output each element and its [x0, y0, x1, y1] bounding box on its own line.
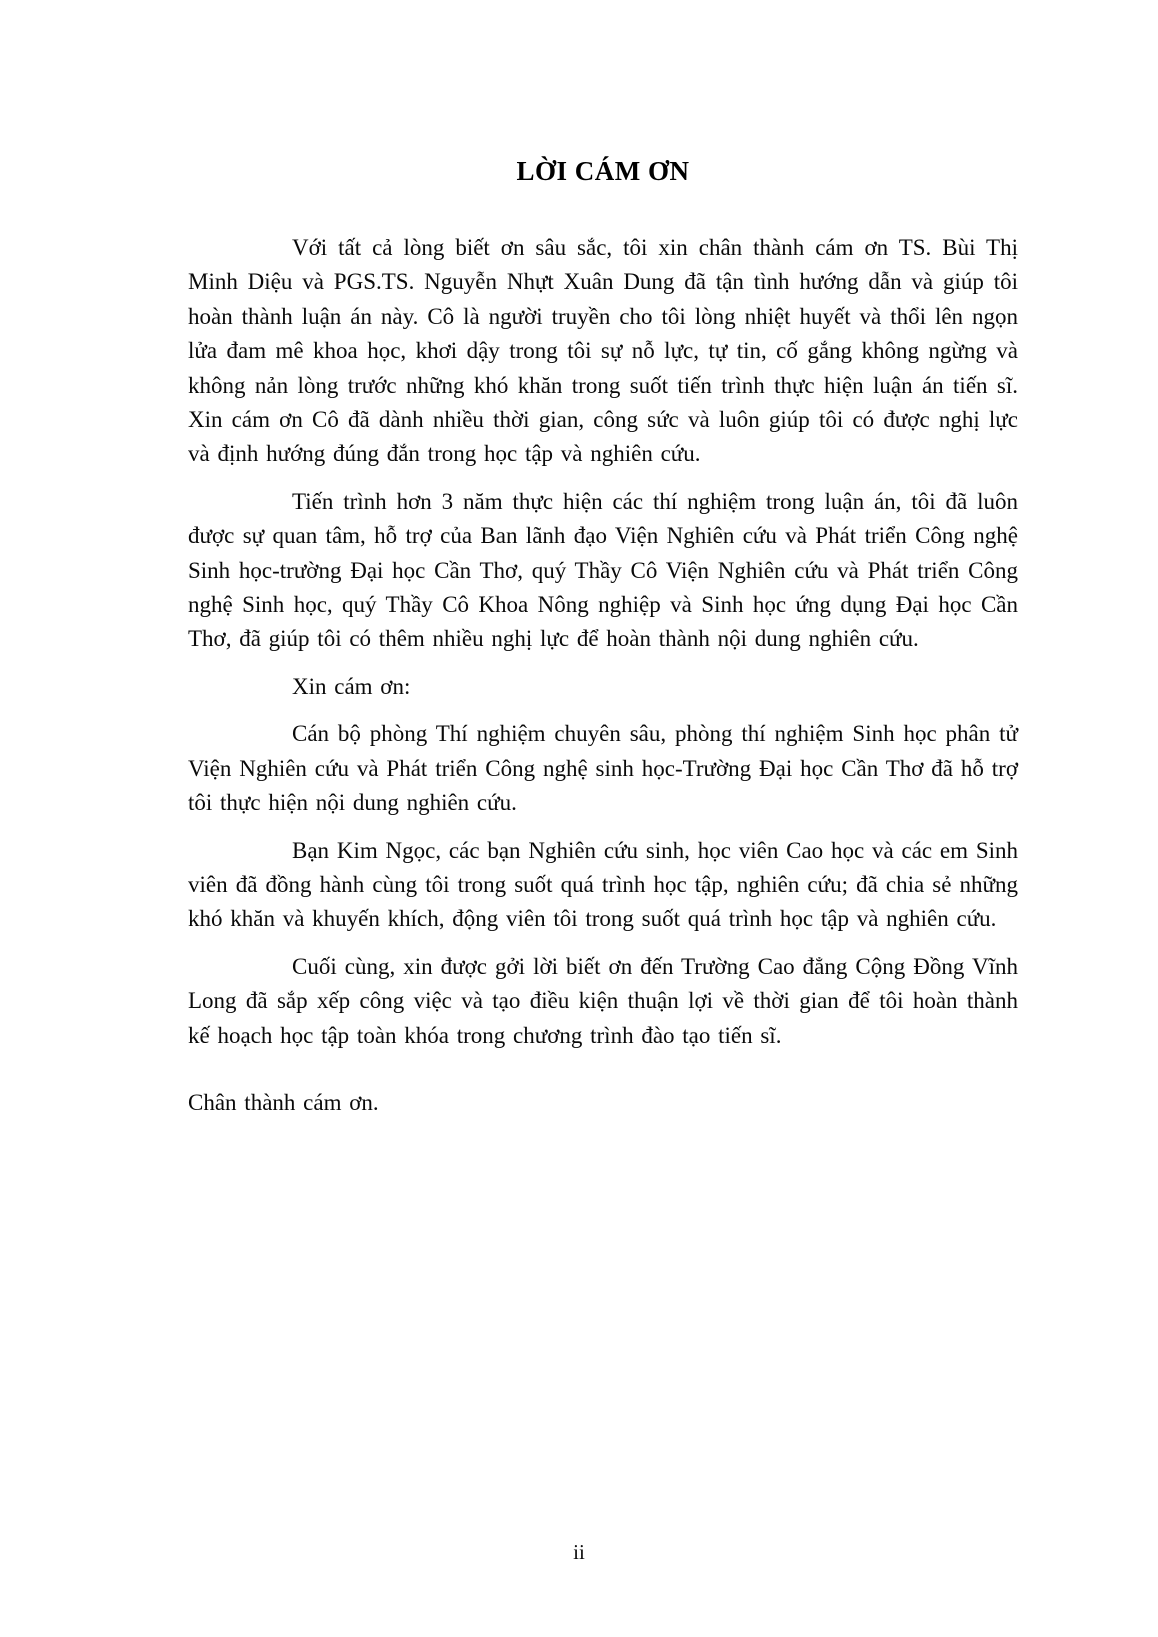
- paragraph-acknowledge-institute: Tiến trình hơn 3 năm thực hiện các thí nghiệm trong luận án, tôi đã luôn được sự quan tâm, hỗ trợ của Ban lãnh đạo Viện Nghiên cứu và Phát triển Công nghệ Sinh học-trường Đại học Cần Thơ, quý Thầy Cô Viện Nghiên cứu và Phát triển Công nghệ Sinh học, quý Thầy Cô Khoa Nông nghiệp và Sinh học ứng dụng Đại học Cần Thơ, đã giúp tôi có thêm nhiều nghị lực để hoàn thành nội dung nghiên cứu.: [188, 488, 1018, 652]
- paragraph-acknowledge-supervisors: Với tất cả lòng biết ơn sâu sắc, tôi xin chân thành cám ơn TS. Bùi Thị Minh Diệu và PGS.TS. Nguyễn Nhựt Xuân Dung đã tận tình hướng dẫn và giúp tôi hoàn thành luận án này. Cô là người truyền cho tôi lòng nhiệt huyết và thổi lên ngọn lửa đam mê khoa học, khơi dậy trong tôi sự nỗ lực, tự tin, cố gắng không ngừng và không nản lòng trước những khó khăn trong suốt tiến trình thực hiện luận án tiến sĩ. Xin cám ơn Cô đã dành nhiều thời gian, công sức và luôn giúp tôi có được nghị lực và định hướng đúng đắn trong học tập và nghiên cứu.: [188, 235, 1018, 467]
- page-title: LỜI CÁM ƠN: [516, 156, 690, 186]
- paragraph-acknowledge-labs: Cán bộ phòng Thí nghiệm chuyên sâu, phòng thí nghiệm Sinh học phân tử Viện Nghiên cứu và Phát triển Công nghệ sinh học-Trường Đại học Cần Thơ đã hỗ trợ tôi thực hiện nội dung nghiên cứu.: [188, 721, 1018, 816]
- page-content: [188, 156, 1018, 1133]
- paragraph-acknowledge-colleagues: Bạn Kim Ngọc, các bạn Nghiên cứu sinh, học viên Cao học và các em Sinh viên đã đồng hành cùng tôi trong suốt quá trình học tập, nghiên cứu; đã chia sẻ những khó khăn và khuyến khích, động viên tôi trong suốt quá trình học tập và nghiên cứu.: [188, 837, 1018, 932]
- paragraph-acknowledge-college: Cuối cùng, xin được gởi lời biết ơn đến Trường Cao đẳng Cộng Đồng Vĩnh Long đã sắp xếp công việc và tạo điều kiện thuận lợi về thời gian để tôi hoàn thành kế hoạch học tập toàn khóa trong chương trình đào tạo tiến sĩ.: [188, 953, 1018, 1048]
- closing-line: Chân thành cám ơn.: [188, 1089, 379, 1115]
- page-number: ii: [573, 1540, 585, 1564]
- paragraph-thanks-intro: Xin cám ơn:: [292, 673, 411, 699]
